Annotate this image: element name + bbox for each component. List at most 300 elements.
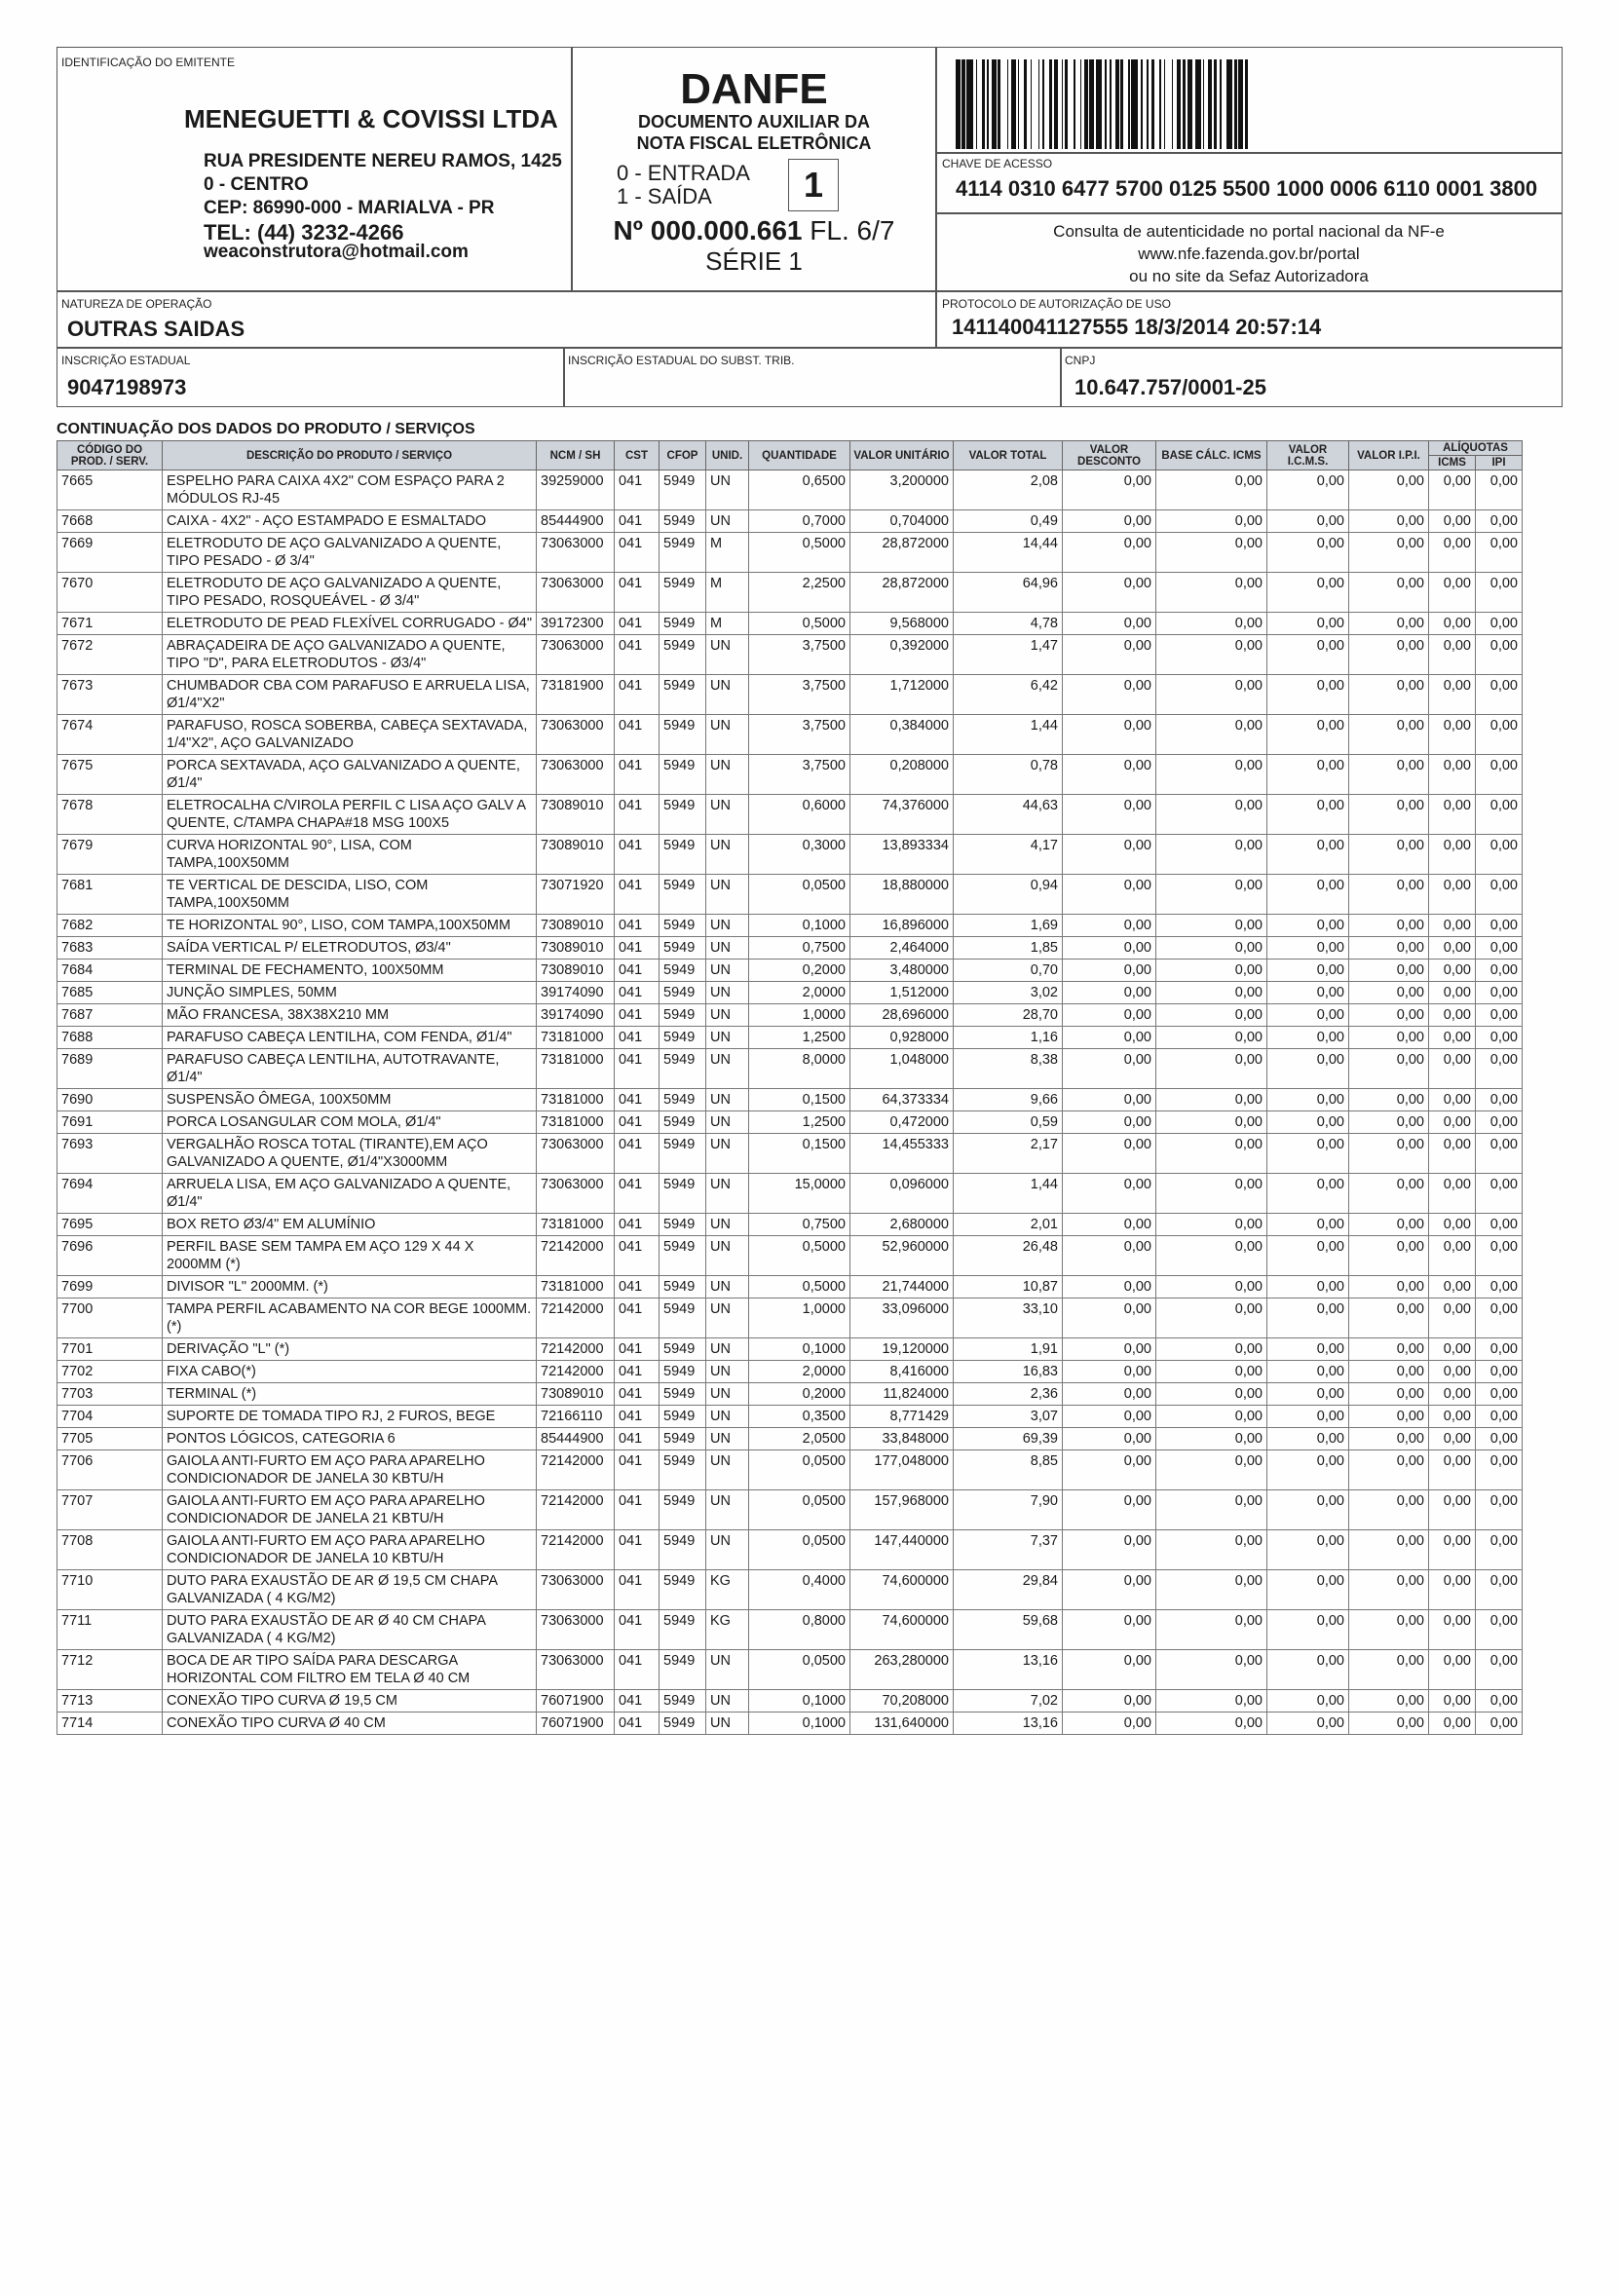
table-row <box>57 510 1523 533</box>
item-discount: 0,00 <box>1063 1406 1156 1428</box>
col-aliq-ipi: IPI <box>1476 456 1523 470</box>
item-code: 7679 <box>57 835 163 875</box>
item-cst: 041 <box>615 1089 660 1111</box>
item-unit-value: 3,480000 <box>850 960 954 982</box>
item-ncm: 73063000 <box>537 573 615 613</box>
item-aliq-icms: 0,00 <box>1429 1111 1476 1134</box>
item-code: 7668 <box>57 510 163 533</box>
item-cfop: 5949 <box>660 1690 706 1713</box>
item-description: ARRUELA LISA, EM AÇO GALVANIZADO A QUENTE, Ø1/4" <box>163 1174 537 1214</box>
item-code: 7694 <box>57 1174 163 1214</box>
item-unit-value: 28,872000 <box>850 573 954 613</box>
table-row <box>57 1530 1523 1570</box>
item-total-value: 13,16 <box>954 1650 1063 1690</box>
item-cfop: 5949 <box>660 960 706 982</box>
item-aliq-icms: 0,00 <box>1429 1490 1476 1530</box>
item-description: CONEXÃO TIPO CURVA Ø 40 CM <box>163 1713 537 1735</box>
saida-label: 1 - SAÍDA <box>617 184 712 208</box>
col-base-icms: BASE CÁLC. ICMS <box>1156 441 1267 470</box>
item-unit: KG <box>706 1610 749 1650</box>
item-total-value: 2,17 <box>954 1134 1063 1174</box>
item-code: 7696 <box>57 1236 163 1276</box>
item-ipi-value: 0,00 <box>1349 795 1429 835</box>
item-unit: KG <box>706 1570 749 1610</box>
item-unit-value: 0,208000 <box>850 755 954 795</box>
item-unit: UN <box>706 635 749 675</box>
item-discount: 0,00 <box>1063 533 1156 573</box>
item-aliq-ipi: 0,00 <box>1476 1690 1523 1713</box>
item-aliq-ipi: 0,00 <box>1476 1299 1523 1338</box>
item-quantity: 0,3500 <box>749 1406 850 1428</box>
item-aliq-icms: 0,00 <box>1429 875 1476 915</box>
col-valor-icms: VALOR I.C.M.S. <box>1267 441 1349 470</box>
item-cfop: 5949 <box>660 675 706 715</box>
item-aliq-ipi: 0,00 <box>1476 533 1523 573</box>
item-cst: 041 <box>615 1049 660 1089</box>
table-row <box>57 1299 1523 1338</box>
item-ipi-value: 0,00 <box>1349 1490 1429 1530</box>
item-unit-value: 28,696000 <box>850 1004 954 1027</box>
item-total-value: 6,42 <box>954 675 1063 715</box>
item-ipi-value: 0,00 <box>1349 915 1429 937</box>
item-cst: 041 <box>615 1214 660 1236</box>
item-ncm: 73181000 <box>537 1214 615 1236</box>
item-icms-value: 0,00 <box>1267 937 1349 960</box>
item-total-value: 1,91 <box>954 1338 1063 1361</box>
item-cst: 041 <box>615 1338 660 1361</box>
item-discount: 0,00 <box>1063 470 1156 510</box>
item-cst: 041 <box>615 937 660 960</box>
item-unit-value: 52,960000 <box>850 1236 954 1276</box>
table-row <box>57 675 1523 715</box>
table-row <box>57 835 1523 875</box>
item-unit: UN <box>706 470 749 510</box>
item-cfop: 5949 <box>660 1027 706 1049</box>
item-unit-value: 2,680000 <box>850 1214 954 1236</box>
item-ipi-value: 0,00 <box>1349 613 1429 635</box>
col-quantidade: QUANTIDADE <box>749 441 850 470</box>
item-total-value: 10,87 <box>954 1276 1063 1299</box>
item-cfop: 5949 <box>660 875 706 915</box>
item-aliq-ipi: 0,00 <box>1476 1406 1523 1428</box>
item-description: ABRAÇADEIRA DE AÇO GALVANIZADO A QUENTE, TIPO "D", PARA ELETRODUTOS - Ø3/4" <box>163 635 537 675</box>
item-ncm: 73089010 <box>537 835 615 875</box>
table-row <box>57 1610 1523 1650</box>
item-quantity: 0,1000 <box>749 1690 850 1713</box>
item-total-value: 3,07 <box>954 1406 1063 1428</box>
item-ncm: 73063000 <box>537 635 615 675</box>
item-discount: 0,00 <box>1063 982 1156 1004</box>
item-description: SUPORTE DE TOMADA TIPO RJ, 2 FUROS, BEGE <box>163 1406 537 1428</box>
item-icms-value: 0,00 <box>1267 1490 1349 1530</box>
item-unit-value: 157,968000 <box>850 1490 954 1530</box>
item-quantity: 0,5000 <box>749 1236 850 1276</box>
emitente-address-1: RUA PRESIDENTE NEREU RAMOS, 1425 <box>204 151 562 171</box>
item-cst: 041 <box>615 613 660 635</box>
item-aliq-ipi: 0,00 <box>1476 1570 1523 1610</box>
item-aliq-ipi: 0,00 <box>1476 1027 1523 1049</box>
protocolo-value: 141140041127555 18/3/2014 20:57:14 <box>952 315 1322 339</box>
item-quantity: 2,0000 <box>749 982 850 1004</box>
item-aliq-icms: 0,00 <box>1429 1089 1476 1111</box>
item-unit: UN <box>706 1530 749 1570</box>
table-row <box>57 1690 1523 1713</box>
table-row <box>57 1236 1523 1276</box>
table-row <box>57 1450 1523 1490</box>
item-quantity: 3,7500 <box>749 755 850 795</box>
item-description: GAIOLA ANTI-FURTO EM AÇO PARA APARELHO CONDICIONADOR DE JANELA 10 KBTU/H <box>163 1530 537 1570</box>
item-icms-value: 0,00 <box>1267 573 1349 613</box>
item-total-value: 8,85 <box>954 1450 1063 1490</box>
item-total-value: 0,94 <box>954 875 1063 915</box>
item-description: PARAFUSO, ROSCA SOBERBA, CABEÇA SEXTAVADA, 1/4"X2", AÇO GALVANIZADO <box>163 715 537 755</box>
item-discount: 0,00 <box>1063 1383 1156 1406</box>
item-cst: 041 <box>615 1361 660 1383</box>
item-aliq-icms: 0,00 <box>1429 1276 1476 1299</box>
item-icms-value: 0,00 <box>1267 1383 1349 1406</box>
item-icms-base: 0,00 <box>1156 1383 1267 1406</box>
chave-label: CHAVE DE ACESSO <box>942 157 1053 170</box>
cnpj-label: CNPJ <box>1065 354 1096 367</box>
item-quantity: 1,0000 <box>749 1299 850 1338</box>
item-ipi-value: 0,00 <box>1349 1383 1429 1406</box>
item-cst: 041 <box>615 1428 660 1450</box>
item-ncm: 72142000 <box>537 1338 615 1361</box>
item-unit-value: 33,096000 <box>850 1299 954 1338</box>
item-cst: 041 <box>615 1174 660 1214</box>
item-cfop: 5949 <box>660 795 706 835</box>
item-ipi-value: 0,00 <box>1349 1004 1429 1027</box>
item-code: 7683 <box>57 937 163 960</box>
item-discount: 0,00 <box>1063 715 1156 755</box>
item-cfop: 5949 <box>660 1361 706 1383</box>
item-aliq-ipi: 0,00 <box>1476 1713 1523 1735</box>
item-quantity: 8,0000 <box>749 1049 850 1089</box>
item-discount: 0,00 <box>1063 1111 1156 1134</box>
item-unit: UN <box>706 1383 749 1406</box>
item-discount: 0,00 <box>1063 1027 1156 1049</box>
item-unit: M <box>706 613 749 635</box>
item-unit-value: 0,472000 <box>850 1111 954 1134</box>
item-icms-value: 0,00 <box>1267 1530 1349 1570</box>
item-discount: 0,00 <box>1063 1610 1156 1650</box>
item-description: GAIOLA ANTI-FURTO EM AÇO PARA APARELHO CONDICIONADOR DE JANELA 21 KBTU/H <box>163 1490 537 1530</box>
item-aliq-icms: 0,00 <box>1429 1650 1476 1690</box>
item-icms-base: 0,00 <box>1156 1049 1267 1089</box>
item-icms-base: 0,00 <box>1156 1236 1267 1276</box>
item-quantity: 3,7500 <box>749 715 850 755</box>
item-description: TAMPA PERFIL ACABAMENTO NA COR BEGE 1000MM. (*) <box>163 1299 537 1338</box>
item-code: 7699 <box>57 1276 163 1299</box>
col-unid: UNID. <box>706 441 749 470</box>
item-ncm: 73089010 <box>537 915 615 937</box>
nf-number: Nº 000.000.661 <box>613 215 803 245</box>
item-aliq-ipi: 0,00 <box>1476 1236 1523 1276</box>
item-cfop: 5949 <box>660 1299 706 1338</box>
item-aliq-ipi: 0,00 <box>1476 875 1523 915</box>
item-ncm: 73071920 <box>537 875 615 915</box>
emitente-address-2: 0 - CENTRO <box>204 174 309 195</box>
item-icms-base: 0,00 <box>1156 1004 1267 1027</box>
item-unit-value: 74,600000 <box>850 1610 954 1650</box>
item-code: 7684 <box>57 960 163 982</box>
item-unit: UN <box>706 1089 749 1111</box>
item-aliq-icms: 0,00 <box>1429 510 1476 533</box>
item-total-value: 33,10 <box>954 1299 1063 1338</box>
item-total-value: 29,84 <box>954 1570 1063 1610</box>
table-row <box>57 1027 1523 1049</box>
danfe-subtitle-2: NOTA FISCAL ELETRÔNICA <box>636 133 872 153</box>
item-code: 7681 <box>57 875 163 915</box>
item-aliq-ipi: 0,00 <box>1476 937 1523 960</box>
table-row <box>57 1276 1523 1299</box>
item-ncm: 73063000 <box>537 1610 615 1650</box>
item-description: PORCA SEXTAVADA, AÇO GALVANIZADO A QUENTE, Ø1/4" <box>163 755 537 795</box>
item-code: 7713 <box>57 1690 163 1713</box>
table-row <box>57 1570 1523 1610</box>
item-quantity: 0,1000 <box>749 1713 850 1735</box>
item-ncm: 72142000 <box>537 1490 615 1530</box>
item-icms-base: 0,00 <box>1156 1530 1267 1570</box>
item-ipi-value: 0,00 <box>1349 1134 1429 1174</box>
numero-line <box>572 215 936 246</box>
item-unit: UN <box>706 875 749 915</box>
item-quantity: 0,1000 <box>749 915 850 937</box>
item-icms-value: 0,00 <box>1267 1049 1349 1089</box>
item-icms-base: 0,00 <box>1156 1490 1267 1530</box>
col-cst: CST <box>615 441 660 470</box>
chave-value: 4114 0310 6477 5700 0125 5500 1000 0006 6110 0001 3800 <box>956 176 1538 201</box>
item-aliq-icms: 0,00 <box>1429 795 1476 835</box>
item-description: PORCA LOSANGULAR COM MOLA, Ø1/4" <box>163 1111 537 1134</box>
item-discount: 0,00 <box>1063 510 1156 533</box>
item-cst: 041 <box>615 1299 660 1338</box>
item-ncm: 72142000 <box>537 1361 615 1383</box>
item-cst: 041 <box>615 533 660 573</box>
item-aliq-icms: 0,00 <box>1429 1406 1476 1428</box>
item-ncm: 72142000 <box>537 1299 615 1338</box>
item-discount: 0,00 <box>1063 1004 1156 1027</box>
item-unit-value: 0,928000 <box>850 1027 954 1049</box>
item-cst: 041 <box>615 1450 660 1490</box>
item-unit: UN <box>706 1027 749 1049</box>
item-ncm: 85444900 <box>537 510 615 533</box>
table-row <box>57 755 1523 795</box>
item-discount: 0,00 <box>1063 675 1156 715</box>
tipo-operacao-box: 1 <box>788 159 839 211</box>
item-description: DERIVAÇÃO "L" (*) <box>163 1338 537 1361</box>
item-code: 7691 <box>57 1111 163 1134</box>
item-total-value: 3,02 <box>954 982 1063 1004</box>
table-row <box>57 875 1523 915</box>
item-unit-value: 64,373334 <box>850 1089 954 1111</box>
item-cfop: 5949 <box>660 1089 706 1111</box>
item-description: BOX RETO Ø3/4" EM ALUMÍNIO <box>163 1214 537 1236</box>
item-description: TERMINAL (*) <box>163 1383 537 1406</box>
item-icms-value: 0,00 <box>1267 1690 1349 1713</box>
item-ipi-value: 0,00 <box>1349 1214 1429 1236</box>
item-icms-value: 0,00 <box>1267 1214 1349 1236</box>
item-cfop: 5949 <box>660 1406 706 1428</box>
item-icms-base: 0,00 <box>1156 937 1267 960</box>
item-total-value: 0,78 <box>954 755 1063 795</box>
table-row <box>57 533 1523 573</box>
item-unit-value: 263,280000 <box>850 1650 954 1690</box>
item-aliq-ipi: 0,00 <box>1476 1214 1523 1236</box>
item-cst: 041 <box>615 755 660 795</box>
item-icms-base: 0,00 <box>1156 1276 1267 1299</box>
item-code: 7675 <box>57 755 163 795</box>
item-quantity: 0,0500 <box>749 1490 850 1530</box>
item-total-value: 0,49 <box>954 510 1063 533</box>
item-total-value: 1,85 <box>954 937 1063 960</box>
item-total-value: 4,17 <box>954 835 1063 875</box>
item-aliq-ipi: 0,00 <box>1476 1338 1523 1361</box>
item-icms-base: 0,00 <box>1156 1299 1267 1338</box>
item-discount: 0,00 <box>1063 1450 1156 1490</box>
item-cfop: 5949 <box>660 613 706 635</box>
item-icms-base: 0,00 <box>1156 1361 1267 1383</box>
item-cfop: 5949 <box>660 1610 706 1650</box>
item-aliq-ipi: 0,00 <box>1476 1276 1523 1299</box>
inscricao-label: INSCRIÇÃO ESTADUAL <box>61 354 191 367</box>
table-row <box>57 470 1523 510</box>
item-discount: 0,00 <box>1063 915 1156 937</box>
item-ipi-value: 0,00 <box>1349 573 1429 613</box>
item-code: 7669 <box>57 533 163 573</box>
item-quantity: 2,0500 <box>749 1428 850 1450</box>
item-code: 7689 <box>57 1049 163 1089</box>
item-cst: 041 <box>615 470 660 510</box>
item-total-value: 1,16 <box>954 1027 1063 1049</box>
item-ipi-value: 0,00 <box>1349 937 1429 960</box>
item-icms-value: 0,00 <box>1267 715 1349 755</box>
item-discount: 0,00 <box>1063 1049 1156 1089</box>
item-icms-value: 0,00 <box>1267 960 1349 982</box>
item-icms-value: 0,00 <box>1267 1089 1349 1111</box>
item-icms-value: 0,00 <box>1267 795 1349 835</box>
item-total-value: 7,02 <box>954 1690 1063 1713</box>
item-ipi-value: 0,00 <box>1349 960 1429 982</box>
item-icms-base: 0,00 <box>1156 533 1267 573</box>
item-unit-value: 11,824000 <box>850 1383 954 1406</box>
item-icms-base: 0,00 <box>1156 1089 1267 1111</box>
item-ipi-value: 0,00 <box>1349 1361 1429 1383</box>
item-code: 7714 <box>57 1713 163 1735</box>
item-icms-base: 0,00 <box>1156 875 1267 915</box>
col-valor-total: VALOR TOTAL <box>954 441 1063 470</box>
item-ipi-value: 0,00 <box>1349 675 1429 715</box>
item-discount: 0,00 <box>1063 1299 1156 1338</box>
item-unit-value: 0,392000 <box>850 635 954 675</box>
item-aliq-ipi: 0,00 <box>1476 982 1523 1004</box>
item-cst: 041 <box>615 675 660 715</box>
item-total-value: 59,68 <box>954 1610 1063 1650</box>
item-total-value: 1,69 <box>954 915 1063 937</box>
item-aliq-ipi: 0,00 <box>1476 1650 1523 1690</box>
item-icms-value: 0,00 <box>1267 1111 1349 1134</box>
item-code: 7678 <box>57 795 163 835</box>
item-aliq-ipi: 0,00 <box>1476 613 1523 635</box>
item-icms-base: 0,00 <box>1156 675 1267 715</box>
table-row <box>57 1406 1523 1428</box>
item-total-value: 64,96 <box>954 573 1063 613</box>
item-icms-base: 0,00 <box>1156 1650 1267 1690</box>
item-aliq-icms: 0,00 <box>1429 1338 1476 1361</box>
item-ncm: 72166110 <box>537 1406 615 1428</box>
table-row <box>57 937 1523 960</box>
item-cst: 041 <box>615 510 660 533</box>
consulta-line-1: Consulta de autenticidade no portal nacional da NF-e <box>1053 222 1445 241</box>
item-discount: 0,00 <box>1063 1134 1156 1174</box>
item-discount: 0,00 <box>1063 635 1156 675</box>
item-aliq-icms: 0,00 <box>1429 635 1476 675</box>
col-aliq-icms: ICMS <box>1429 456 1476 470</box>
item-code: 7693 <box>57 1134 163 1174</box>
item-discount: 0,00 <box>1063 795 1156 835</box>
item-unit: UN <box>706 1650 749 1690</box>
item-icms-base: 0,00 <box>1156 1027 1267 1049</box>
item-quantity: 0,8000 <box>749 1610 850 1650</box>
item-ncm: 73089010 <box>537 1383 615 1406</box>
item-ipi-value: 0,00 <box>1349 982 1429 1004</box>
item-cfop: 5949 <box>660 915 706 937</box>
item-code: 7700 <box>57 1299 163 1338</box>
inscricao-st-label: INSCRIÇÃO ESTADUAL DO SUBST. TRIB. <box>568 354 795 367</box>
emitente-label: IDENTIFICAÇÃO DO EMITENTE <box>61 56 236 69</box>
item-icms-base: 0,00 <box>1156 1450 1267 1490</box>
item-discount: 0,00 <box>1063 875 1156 915</box>
item-description: ELETROCALHA C/VIROLA PERFIL C LISA AÇO GALV A QUENTE, C/TAMPA CHAPA#18 MSG 100X5 <box>163 795 537 835</box>
table-row <box>57 1428 1523 1450</box>
item-icms-base: 0,00 <box>1156 915 1267 937</box>
item-aliq-ipi: 0,00 <box>1476 1383 1523 1406</box>
item-cfop: 5949 <box>660 1450 706 1490</box>
item-aliq-icms: 0,00 <box>1429 1530 1476 1570</box>
item-code: 7665 <box>57 470 163 510</box>
item-ncm: 73089010 <box>537 960 615 982</box>
item-ncm: 39174090 <box>537 1004 615 1027</box>
item-aliq-icms: 0,00 <box>1429 675 1476 715</box>
table-row <box>57 715 1523 755</box>
item-unit: UN <box>706 960 749 982</box>
item-total-value: 26,48 <box>954 1236 1063 1276</box>
item-ncm: 39174090 <box>537 982 615 1004</box>
item-cst: 041 <box>615 1650 660 1690</box>
item-total-value: 8,38 <box>954 1049 1063 1089</box>
item-icms-value: 0,00 <box>1267 1299 1349 1338</box>
item-unit-value: 70,208000 <box>850 1690 954 1713</box>
item-icms-value: 0,00 <box>1267 915 1349 937</box>
item-cfop: 5949 <box>660 1111 706 1134</box>
item-discount: 0,00 <box>1063 1338 1156 1361</box>
item-description: DUTO PARA EXAUSTÃO DE AR Ø 40 CM CHAPA GALVANIZADA ( 4 KG/M2) <box>163 1610 537 1650</box>
item-description: TE VERTICAL DE DESCIDA, LISO, COM TAMPA,100X50MM <box>163 875 537 915</box>
item-code: 7705 <box>57 1428 163 1450</box>
item-unit-value: 147,440000 <box>850 1530 954 1570</box>
item-ipi-value: 0,00 <box>1349 1174 1429 1214</box>
item-code: 7690 <box>57 1089 163 1111</box>
table-row <box>57 1490 1523 1530</box>
col-descricao: DESCRIÇÃO DO PRODUTO / SERVIÇO <box>163 441 537 470</box>
item-ipi-value: 0,00 <box>1349 1690 1429 1713</box>
item-ipi-value: 0,00 <box>1349 1610 1429 1650</box>
col-valor-unitario: VALOR UNITÁRIO <box>850 441 954 470</box>
item-unit-value: 2,464000 <box>850 937 954 960</box>
item-discount: 0,00 <box>1063 1713 1156 1735</box>
item-aliq-ipi: 0,00 <box>1476 795 1523 835</box>
item-description: TERMINAL DE FECHAMENTO, 100X50MM <box>163 960 537 982</box>
